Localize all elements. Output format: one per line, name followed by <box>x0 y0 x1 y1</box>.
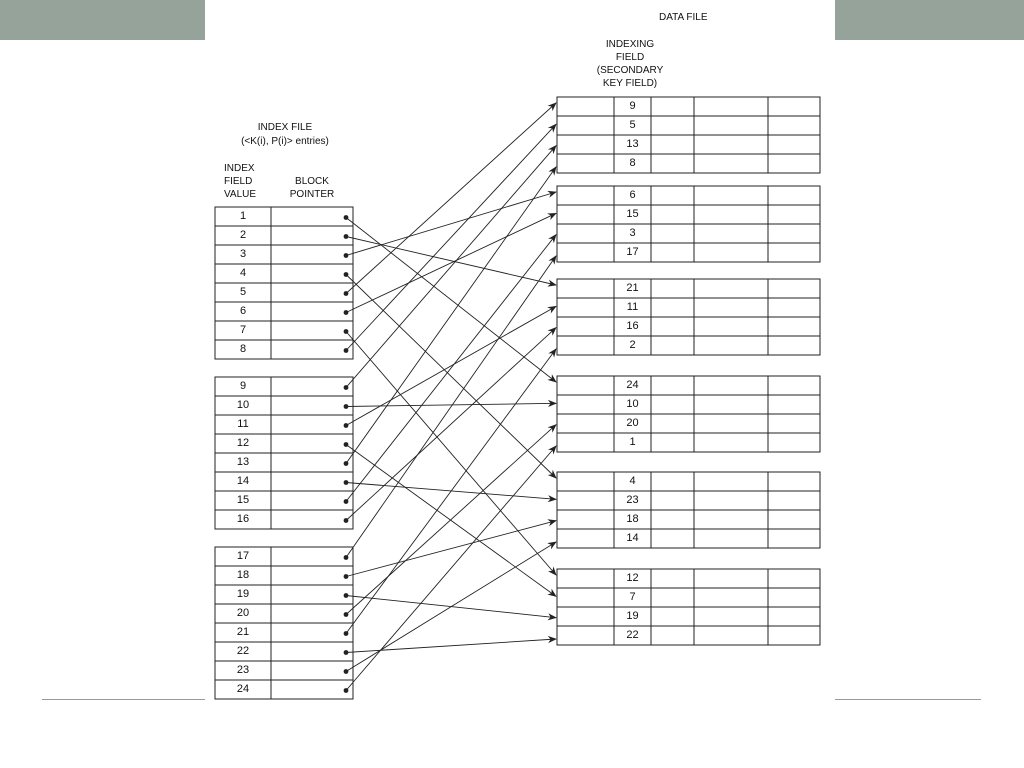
data-record-key: 1 <box>629 436 636 448</box>
index-field-value: 24 <box>236 683 250 695</box>
indexing-field-line-3: (SECONDARY <box>596 65 664 76</box>
block-pointer-arrow <box>346 639 556 653</box>
index-field-value: 12 <box>236 437 250 449</box>
data-record-key: 3 <box>629 227 636 239</box>
block-pointer-arrow <box>346 213 556 312</box>
index-field-value: 7 <box>239 324 247 336</box>
block-pointer-arrow <box>346 192 556 256</box>
data-record-key: 9 <box>629 100 636 112</box>
data-record-key: 23 <box>626 494 639 506</box>
block-pointer-arrow <box>346 167 556 464</box>
block-pointer-arrow <box>346 237 556 286</box>
index-field-value: 3 <box>239 248 247 260</box>
block-pointer-arrow <box>346 218 556 383</box>
index-field-value: 13 <box>236 456 250 468</box>
block-pointer-arrow <box>346 483 556 500</box>
block-pointer-arrow <box>346 596 556 618</box>
block-pointer-arrow <box>346 256 556 558</box>
index-field-value-line-3: VALUE <box>224 189 257 200</box>
index-field-value: 5 <box>239 286 247 298</box>
block-pointer-arrow <box>346 306 556 425</box>
block-pointer-arrow <box>346 275 556 479</box>
block-pointer-arrow <box>346 124 556 350</box>
index-field-value: 20 <box>236 607 250 619</box>
data-record-key: 16 <box>626 320 639 332</box>
indexing-field-line-4: KEY FIELD) <box>602 78 658 89</box>
index-field-value: 19 <box>236 588 250 600</box>
data-record-key: 18 <box>626 513 639 525</box>
data-record-key: 4 <box>629 475 636 487</box>
index-field-value: 6 <box>239 305 247 317</box>
index-field-value: 9 <box>239 380 247 392</box>
index-file-title: INDEX FILE <box>257 122 313 133</box>
data-record-key: 20 <box>626 417 639 429</box>
block-pointer-arrow <box>346 103 556 294</box>
index-field-value: 8 <box>239 343 247 355</box>
index-field-value: 23 <box>236 664 250 676</box>
index-field-value-line-2: FIELD <box>224 176 253 187</box>
index-file-subtitle: (<K(i), P(i)> entries) <box>241 136 329 147</box>
block-pointer-line-1: BLOCK <box>295 176 329 187</box>
index-field-value: 15 <box>236 494 250 506</box>
block-pointer-arrow <box>346 445 556 597</box>
block-pointer-arrow <box>346 146 556 388</box>
index-field-value: 17 <box>236 550 250 562</box>
index-field-value-line-1: INDEX <box>224 163 255 174</box>
index-field-value: 18 <box>236 569 250 581</box>
index-field-value: 10 <box>236 399 250 411</box>
data-record-key: 2 <box>629 339 636 351</box>
data-record-key: 7 <box>629 591 636 603</box>
data-record-key: 21 <box>626 282 639 294</box>
data-record-key: 10 <box>626 398 639 410</box>
block-pointer-line-2: POINTER <box>289 189 335 200</box>
data-record-key: 15 <box>626 208 639 220</box>
data-record-key: 6 <box>629 189 636 201</box>
data-record-key: 8 <box>629 157 636 169</box>
data-record-key: 14 <box>626 532 639 544</box>
data-record-key: 24 <box>626 379 639 391</box>
indexing-field-line-1: INDEXING <box>605 39 655 50</box>
data-record-key: 11 <box>626 301 639 313</box>
data-record-key: 19 <box>626 610 639 622</box>
data-record-key: 5 <box>629 119 636 131</box>
index-field-value: 1 <box>239 210 247 222</box>
index-field-value: 16 <box>236 513 250 525</box>
index-field-value: 4 <box>239 267 247 279</box>
data-record-key: 13 <box>626 138 639 150</box>
index-field-value: 21 <box>236 626 250 638</box>
index-field-value: 14 <box>236 475 250 487</box>
index-field-value: 2 <box>239 229 247 241</box>
index-field-value: 22 <box>236 645 250 657</box>
index-field-value: 11 <box>237 418 249 430</box>
data-file-title: DATA FILE <box>659 12 708 23</box>
data-record-key: 22 <box>626 629 639 641</box>
data-record-key: 12 <box>626 572 639 584</box>
data-record-key: 17 <box>626 246 639 258</box>
indexing-field-line-2: FIELD <box>615 52 645 63</box>
